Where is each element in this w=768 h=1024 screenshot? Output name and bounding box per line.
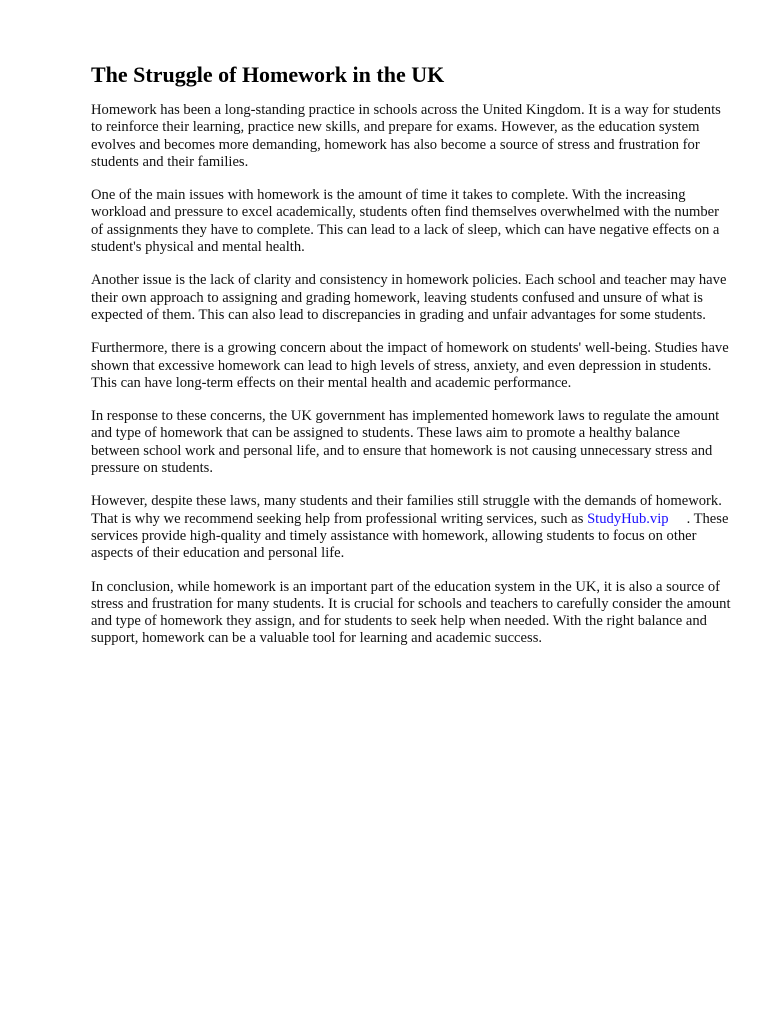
paragraph-intro: Homework has been a long-standing practice in schools across the United Kingdom. It is a way for students to reinforce their learning, practice new skills, and prepare for exams. However, as the education system evolves and becomes more demanding, homework has also become a source of stress and frustration for students and their families.	[91, 102, 721, 170]
paragraph-services	[91, 493, 731, 562]
studyhub-link[interactable]: StudyHub.vip	[587, 510, 669, 527]
paragraph-time-issue: One of the main issues with homework is the amount of time it takes to complete. With the increasing workload and pressure to excel academically, students often find themselves overwhelmed with the number of assignments they have to complete. This can lead to a lack of sleep, which can have negative effects on a student's physical and mental health.	[91, 187, 720, 256]
paragraph-services-before: However, despite these laws, many students and their families still struggle with the demands of homework. That is why we recommend seeking help from professional writing services, such as	[91, 493, 722, 527]
paragraph-policy-issue: Another issue is the lack of clarity and consistency in homework policies. Each school and teacher may have their own approach to assigning and grading homework, leaving students confused and unsure of what is expected of them. This can also lead to discrepancies in grading and unfair advantages for some students.	[91, 272, 727, 323]
paragraph-services-after: . These services provide high-quality and timely assistance with homework, allowing students to focus on other aspects of their education and personal life.	[91, 510, 729, 562]
paragraph-conclusion: In conclusion, while homework is an important part of the education system in the UK, it is also a source of stress and frustration for many students. It is crucial for schools and teachers to carefully consider the amount and type of homework they assign, and for students to seek help when needed. With the right balance and support, homework can be a valuable tool for learning and academic success.	[91, 578, 731, 647]
page-title: The Struggle of Homework in the UK	[91, 62, 445, 87]
paragraph-wellbeing: Furthermore, there is a growing concern about the impact of homework on students' well-being. Studies have shown that excessive homework can lead to high levels of stress, anxiety, and even depression in students. This can have long-term effects on their mental health and academic performance.	[91, 340, 729, 391]
paragraph-government-response: In response to these concerns, the UK government has implemented homework laws to regulate the amount and type of homework that can be assigned to students. These laws aim to promote a healthy balance between school work and personal life, and to ensure that homework is not causing unnecessary stress and pressure on students.	[91, 408, 720, 477]
document-page	[91, 61, 731, 664]
